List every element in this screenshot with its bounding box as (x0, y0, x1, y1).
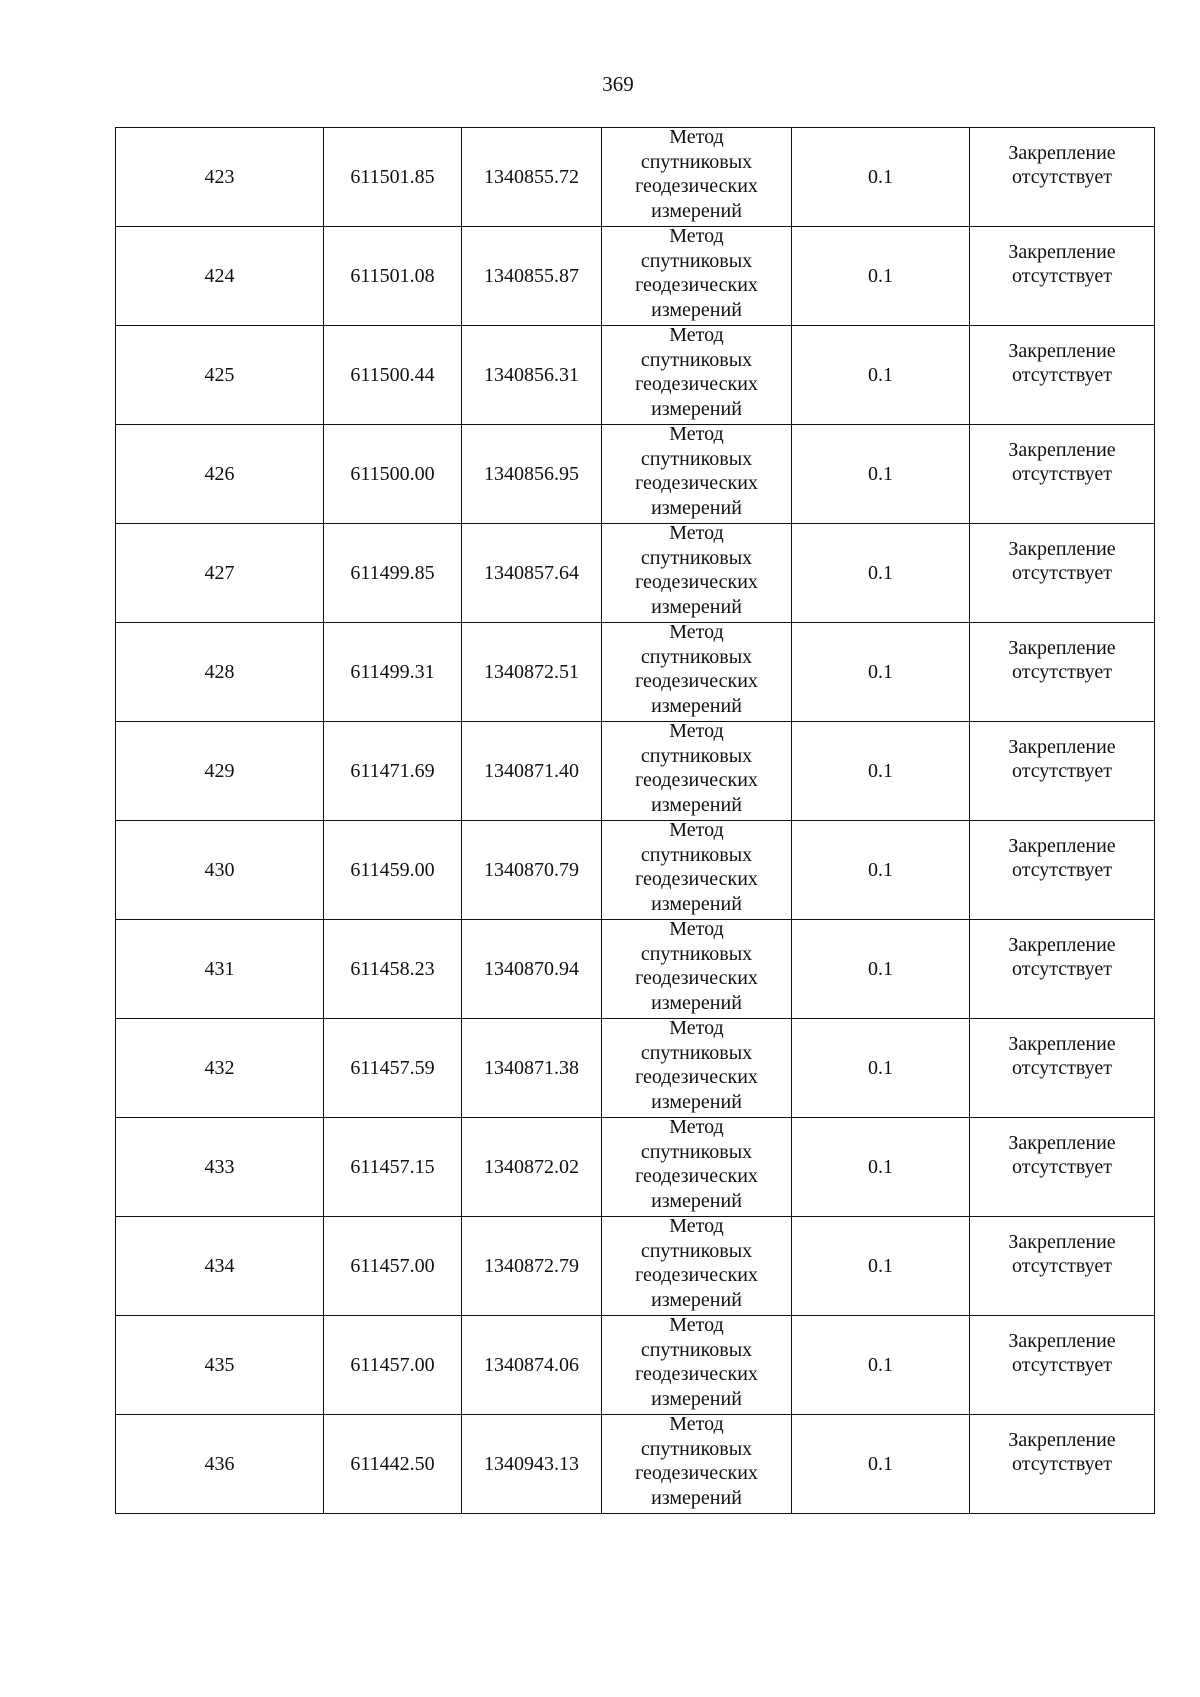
point-number-cell (116, 425, 324, 524)
x-coordinate-cell (324, 623, 462, 722)
y-coordinate-cell-text: 1340870.79 (484, 858, 579, 881)
x-coordinate-cell (324, 1316, 462, 1415)
table-row (116, 425, 1155, 524)
method-cell (602, 1316, 792, 1415)
y-coordinate-cell (462, 1217, 602, 1316)
point-number-cell-text: 432 (204, 1056, 235, 1079)
accuracy-cell (792, 227, 970, 326)
table-row (116, 227, 1155, 326)
accuracy-cell (792, 623, 970, 722)
accuracy-cell-text: 0.1 (868, 660, 893, 683)
method-cell-text: Метод спутниковых геодезических измерений (635, 1116, 758, 1212)
method-cell (602, 920, 792, 1019)
point-number-cell-text: 428 (204, 660, 235, 683)
x-coordinate-cell-text: 611499.31 (350, 660, 435, 683)
x-coordinate-cell-text: 611457.00 (350, 1254, 435, 1277)
point-number-cell (116, 722, 324, 821)
y-coordinate-cell (462, 1118, 602, 1217)
marker-description-cell (970, 623, 1155, 722)
method-cell-text: Метод спутниковых геодезических измерений (635, 423, 758, 519)
x-coordinate-cell-text: 611501.08 (350, 264, 435, 287)
method-cell-text: Метод спутниковых геодезических измерений (635, 918, 758, 1014)
point-number-cell (116, 623, 324, 722)
accuracy-cell (792, 821, 970, 920)
accuracy-cell-text: 0.1 (868, 858, 893, 881)
table-row (116, 1316, 1155, 1415)
point-number-cell-text: 424 (204, 264, 235, 287)
y-coordinate-cell-text: 1340856.31 (484, 363, 579, 386)
y-coordinate-cell-text: 1340872.79 (484, 1254, 579, 1277)
y-coordinate-cell (462, 524, 602, 623)
accuracy-cell (792, 1118, 970, 1217)
marker-description-cell (970, 524, 1155, 623)
accuracy-cell (792, 128, 970, 227)
table-row (116, 722, 1155, 821)
accuracy-cell-text: 0.1 (868, 759, 893, 782)
table-row (116, 1217, 1155, 1316)
accuracy-cell-text: 0.1 (868, 165, 893, 188)
method-cell (602, 326, 792, 425)
method-cell-text: Метод спутниковых геодезических измерений (635, 324, 758, 420)
method-cell-text: Метод спутниковых геодезических измерений (635, 522, 758, 618)
y-coordinate-cell (462, 1415, 602, 1514)
accuracy-cell (792, 722, 970, 821)
marker-description-cell-text: Закрепление отсутствует (1008, 240, 1116, 287)
marker-description-cell (970, 1217, 1155, 1316)
point-number-cell-text: 425 (204, 363, 235, 386)
accuracy-cell (792, 326, 970, 425)
x-coordinate-cell (324, 425, 462, 524)
accuracy-cell-text: 0.1 (868, 363, 893, 386)
x-coordinate-cell-text: 611500.00 (350, 462, 435, 485)
point-number-cell-text: 429 (204, 759, 235, 782)
point-number-cell-text: 423 (204, 165, 235, 188)
point-number-cell (116, 326, 324, 425)
marker-description-cell (970, 722, 1155, 821)
method-cell (602, 1415, 792, 1514)
x-coordinate-cell-text: 611458.23 (350, 957, 435, 980)
point-number-cell (116, 1019, 324, 1118)
point-number-cell-text: 431 (204, 957, 235, 980)
marker-description-cell-text: Закрепление отсутствует (1008, 636, 1116, 683)
x-coordinate-cell-text: 611471.69 (350, 759, 435, 782)
y-coordinate-cell (462, 1019, 602, 1118)
marker-description-cell-text: Закрепление отсутствует (1008, 438, 1116, 485)
method-cell-text: Метод спутниковых геодезических измерений (635, 1017, 758, 1113)
x-coordinate-cell (324, 821, 462, 920)
accuracy-cell (792, 425, 970, 524)
y-coordinate-cell-text: 1340855.72 (484, 165, 579, 188)
marker-description-cell (970, 1316, 1155, 1415)
method-cell (602, 524, 792, 623)
table-row (116, 128, 1155, 227)
marker-description-cell (970, 128, 1155, 227)
method-cell-text: Метод спутниковых геодезических измерений (635, 225, 758, 321)
method-cell (602, 821, 792, 920)
y-coordinate-cell-text: 1340855.87 (484, 264, 579, 287)
marker-description-cell-text: Закрепление отсутствует (1008, 1230, 1116, 1277)
accuracy-cell (792, 524, 970, 623)
method-cell-text: Метод спутниковых геодезических измерений (635, 621, 758, 717)
table-row (116, 920, 1155, 1019)
y-coordinate-cell-text: 1340871.40 (484, 759, 579, 782)
accuracy-cell-text: 0.1 (868, 561, 893, 584)
accuracy-cell (792, 1316, 970, 1415)
method-cell-text: Метод спутниковых геодезических измерений (635, 126, 758, 222)
marker-description-cell (970, 227, 1155, 326)
accuracy-cell (792, 1217, 970, 1316)
accuracy-cell (792, 1019, 970, 1118)
y-coordinate-cell-text: 1340870.94 (484, 957, 579, 980)
accuracy-cell-text: 0.1 (868, 1155, 893, 1178)
x-coordinate-cell-text: 611499.85 (350, 561, 435, 584)
marker-description-cell (970, 425, 1155, 524)
accuracy-cell-text: 0.1 (868, 1056, 893, 1079)
accuracy-cell-text: 0.1 (868, 957, 893, 980)
marker-description-cell (970, 326, 1155, 425)
accuracy-cell (792, 1415, 970, 1514)
y-coordinate-cell (462, 920, 602, 1019)
y-coordinate-cell (462, 1316, 602, 1415)
marker-description-cell-text: Закрепление отсутствует (1008, 735, 1116, 782)
point-number-cell (116, 524, 324, 623)
marker-description-cell-text: Закрепление отсутствует (1008, 834, 1116, 881)
x-coordinate-cell (324, 227, 462, 326)
y-coordinate-cell-text: 1340874.06 (484, 1353, 579, 1376)
x-coordinate-cell-text: 611457.59 (350, 1056, 435, 1079)
method-cell-text: Метод спутниковых геодезических измерений (635, 1215, 758, 1311)
x-coordinate-cell-text: 611457.00 (350, 1353, 435, 1376)
marker-description-cell-text: Закрепление отсутствует (1008, 1131, 1116, 1178)
marker-description-cell (970, 1118, 1155, 1217)
method-cell-text: Метод спутниковых геодезических измерений (635, 1413, 758, 1509)
point-number-cell-text: 427 (204, 561, 235, 584)
y-coordinate-cell-text: 1340857.64 (484, 561, 579, 584)
x-coordinate-cell (324, 326, 462, 425)
marker-description-cell (970, 1019, 1155, 1118)
y-coordinate-cell (462, 128, 602, 227)
marker-description-cell (970, 920, 1155, 1019)
marker-description-cell-text: Закрепление отсутствует (1008, 1428, 1116, 1475)
point-number-cell (116, 128, 324, 227)
table-row (116, 1415, 1155, 1514)
x-coordinate-cell (324, 524, 462, 623)
x-coordinate-cell-text: 611500.44 (350, 363, 435, 386)
accuracy-cell (792, 920, 970, 1019)
method-cell (602, 1019, 792, 1118)
method-cell (602, 722, 792, 821)
method-cell (602, 425, 792, 524)
coordinates-table (115, 127, 1155, 1514)
accuracy-cell-text: 0.1 (868, 1452, 893, 1475)
point-number-cell (116, 1316, 324, 1415)
x-coordinate-cell (324, 1217, 462, 1316)
y-coordinate-cell (462, 722, 602, 821)
x-coordinate-cell (324, 1118, 462, 1217)
table-row (116, 821, 1155, 920)
point-number-cell-text: 430 (204, 858, 235, 881)
y-coordinate-cell-text: 1340872.02 (484, 1155, 579, 1178)
point-number-cell (116, 1118, 324, 1217)
point-number-cell-text: 436 (204, 1452, 235, 1475)
point-number-cell-text: 435 (204, 1353, 235, 1376)
x-coordinate-cell-text: 611501.85 (350, 165, 435, 188)
x-coordinate-cell (324, 722, 462, 821)
table-row (116, 1019, 1155, 1118)
x-coordinate-cell-text: 611442.50 (350, 1452, 435, 1475)
marker-description-cell-text: Закрепление отсутствует (1008, 537, 1116, 584)
table-row (116, 1118, 1155, 1217)
point-number-cell (116, 821, 324, 920)
method-cell (602, 623, 792, 722)
table-row (116, 623, 1155, 722)
x-coordinate-cell (324, 128, 462, 227)
point-number-cell (116, 920, 324, 1019)
method-cell (602, 1118, 792, 1217)
x-coordinate-cell-text: 611457.15 (350, 1155, 435, 1178)
accuracy-cell-text: 0.1 (868, 1254, 893, 1277)
point-number-cell (116, 1415, 324, 1514)
x-coordinate-cell (324, 920, 462, 1019)
method-cell-text: Метод спутниковых геодезических измерений (635, 819, 758, 915)
method-cell (602, 128, 792, 227)
y-coordinate-cell-text: 1340872.51 (484, 660, 579, 683)
coordinates-table-body (116, 128, 1155, 1514)
y-coordinate-cell-text: 1340943.13 (484, 1452, 579, 1475)
marker-description-cell-text: Закрепление отсутствует (1008, 933, 1116, 980)
y-coordinate-cell-text: 1340856.95 (484, 462, 579, 485)
y-coordinate-cell (462, 425, 602, 524)
marker-description-cell-text: Закрепление отсутствует (1008, 141, 1116, 188)
table-row (116, 326, 1155, 425)
marker-description-cell (970, 821, 1155, 920)
marker-description-cell-text: Закрепление отсутствует (1008, 1032, 1116, 1079)
x-coordinate-cell (324, 1415, 462, 1514)
marker-description-cell (970, 1415, 1155, 1514)
accuracy-cell-text: 0.1 (868, 1353, 893, 1376)
method-cell (602, 227, 792, 326)
method-cell-text: Метод спутниковых геодезических измерений (635, 720, 758, 816)
page-number: 369 (602, 72, 634, 96)
y-coordinate-cell (462, 821, 602, 920)
point-number-cell (116, 1217, 324, 1316)
point-number-cell-text: 426 (204, 462, 235, 485)
method-cell (602, 1217, 792, 1316)
point-number-cell (116, 227, 324, 326)
accuracy-cell-text: 0.1 (868, 462, 893, 485)
y-coordinate-cell (462, 326, 602, 425)
point-number-cell-text: 434 (204, 1254, 235, 1277)
marker-description-cell-text: Закрепление отсутствует (1008, 339, 1116, 386)
table-row (116, 524, 1155, 623)
method-cell-text: Метод спутниковых геодезических измерений (635, 1314, 758, 1410)
x-coordinate-cell-text: 611459.00 (350, 858, 435, 881)
accuracy-cell-text: 0.1 (868, 264, 893, 287)
x-coordinate-cell (324, 1019, 462, 1118)
y-coordinate-cell (462, 623, 602, 722)
y-coordinate-cell (462, 227, 602, 326)
y-coordinate-cell-text: 1340871.38 (484, 1056, 579, 1079)
point-number-cell-text: 433 (204, 1155, 235, 1178)
marker-description-cell-text: Закрепление отсутствует (1008, 1329, 1116, 1376)
